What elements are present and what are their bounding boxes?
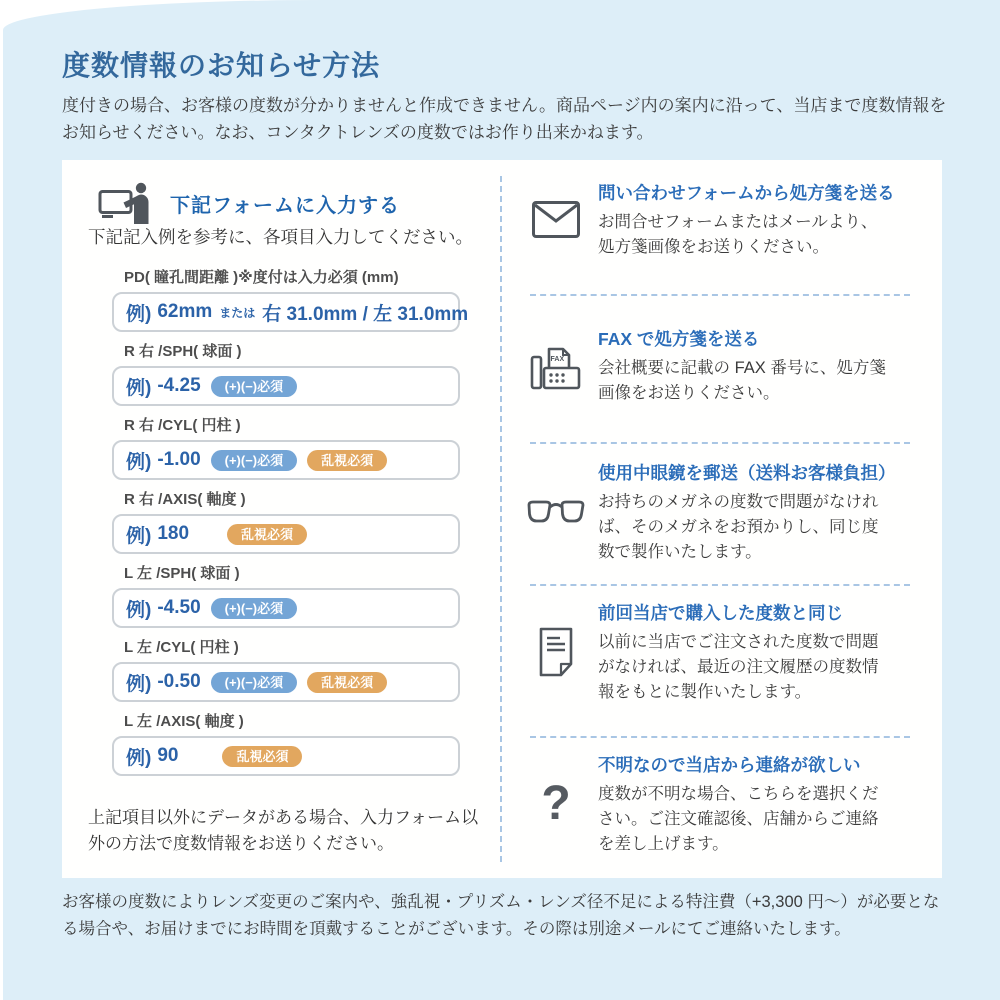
question-icon: ? (541, 777, 571, 831)
footer-note: お客様の度数によりレンズ変更のご案内や、強乱視・プリズム・レンズ径不足による特注費（+3,300 円〜）が必要となる場合や、お届けまでにお時間を頂戴することがございます。その際は別途メールにてご連絡いたします。 (62, 893, 940, 939)
method-title: 使用中眼鏡を郵送（送料お客様負担） (598, 463, 896, 483)
example-box-r-sph (112, 366, 460, 406)
example-box-l-cyl (112, 662, 460, 702)
field-label: R 右 /SPH( 球面 ) (124, 343, 242, 360)
method-title: 不明なので当店から連絡が欲しい (598, 755, 861, 775)
field-r-sph (112, 342, 460, 416)
example-value: 90 (157, 745, 179, 766)
example-connector: または (219, 305, 256, 320)
field-label: R 右 /AXIS( 軸度 ) (124, 491, 246, 508)
method-title: 前回当店で購入した度数と同じ (598, 603, 843, 623)
method-previous-order (514, 600, 934, 704)
field-l-cyl (112, 638, 460, 712)
field-label: L 左 /CYL( 円柱 ) (124, 639, 239, 656)
info-card (62, 160, 942, 878)
method-body: 以前に当店でご注文された度数で問題がなければ、最近の注文履歴の度数情報をもとに製作いたします。 (598, 633, 879, 701)
example-box-l-axis (112, 736, 460, 776)
method-contact-form (514, 180, 934, 260)
badge-plus-minus-required: (+)(−)必須 (211, 376, 298, 397)
example-prefix: 例) (126, 451, 152, 473)
field-label: PD( 瞳孔間距離 )※度付は入力必須 (mm) (124, 269, 399, 286)
method-unknown-contact (514, 752, 934, 856)
field-l-sph (112, 564, 460, 638)
example-box-r-cyl (112, 440, 460, 480)
field-pd (112, 268, 469, 342)
form-section-header (98, 182, 400, 224)
form-note: 上記項目以外にデータがある場合、入力フォーム以外の方法で度数情報をお送りください。 (88, 808, 479, 854)
method-body: お持ちのメガネの度数で問題がなければ、そのメガネをお預かりし、同じ度数で製作いたします。 (598, 493, 879, 561)
intro-text: 度付きの場合、お客様の度数が分かりませんと作成できません。商品ページ内の案内に沿って、当店まで度数情報をお知らせください。なお、コンタクトレンズの度数ではお作り出来かねます。 (62, 96, 947, 143)
badge-astigmatism-required: 乱視必須 (222, 746, 302, 767)
method-body: お問合せフォームまたはメールより、処方箋画像をお送りください。 (598, 213, 878, 256)
field-r-cyl (112, 416, 460, 490)
example-prefix: 例) (126, 599, 152, 621)
example-value: 62mm (157, 301, 213, 322)
form-fields (112, 268, 469, 786)
field-label: L 左 /AXIS( 軸度 ) (124, 713, 244, 730)
fax-icon-label: FAX (550, 355, 565, 363)
badge-plus-minus-required: (+)(−)必須 (211, 672, 298, 693)
field-r-axis (112, 490, 460, 564)
example-value: -0.50 (157, 671, 201, 692)
method-body: 度数が不明な場合、こちらを選択ください。ご注文確認後、店舗からご連絡を差し上げます。 (598, 785, 879, 853)
method-title: 問い合わせフォームから処方箋を送る (598, 183, 895, 203)
example-value: 180 (157, 523, 190, 544)
example-prefix: 例) (126, 525, 152, 547)
example-prefix: 例) (126, 673, 152, 695)
section-divider (530, 584, 910, 586)
column-divider (500, 176, 502, 862)
form-heading: 下記フォームに入力する (170, 194, 400, 217)
example-value: -4.50 (157, 597, 201, 618)
form-subheading: 下記記入例を参考に、各項目入力してください。 (88, 227, 473, 247)
glasses-icon (514, 500, 598, 524)
field-label: L 左 /SPH( 球面 ) (124, 565, 240, 582)
presenter-icon (98, 182, 152, 224)
example-box-pd (112, 292, 469, 332)
badge-astigmatism-required: 乱視必須 (307, 450, 387, 471)
section-divider (530, 294, 910, 296)
envelope-icon (514, 201, 598, 238)
fax-icon (514, 342, 598, 390)
badge-plus-minus-required: (+)(−)必須 (211, 598, 298, 619)
section-divider (530, 442, 910, 444)
method-title: FAX で処方箋を送る (598, 329, 760, 349)
method-body: 会社概要に記載の FAX 番号に、処方箋画像をお送りください。 (598, 359, 886, 402)
page-title: 度数情報のお知らせ方法 (62, 50, 381, 81)
field-l-axis (112, 712, 460, 786)
method-mail-glasses (514, 460, 934, 564)
badge-astigmatism-required: 乱視必須 (227, 524, 307, 545)
badge-astigmatism-required: 乱視必須 (307, 672, 387, 693)
example-value: -4.25 (157, 375, 201, 396)
method-fax (514, 326, 934, 406)
example-prefix: 例) (126, 377, 152, 399)
example-prefix: 例) (126, 303, 152, 325)
section-divider (530, 736, 910, 738)
field-label: R 右 /CYL( 円柱 ) (124, 417, 241, 434)
example-box-r-axis (112, 514, 460, 554)
example-prefix: 例) (126, 747, 152, 769)
document-icon (514, 627, 598, 677)
example-box-l-sph (112, 588, 460, 628)
example-value: -1.00 (157, 449, 201, 470)
badge-plus-minus-required: (+)(−)必須 (211, 450, 298, 471)
example-value-2: 右 31.0mm / 左 31.0mm (262, 303, 469, 325)
